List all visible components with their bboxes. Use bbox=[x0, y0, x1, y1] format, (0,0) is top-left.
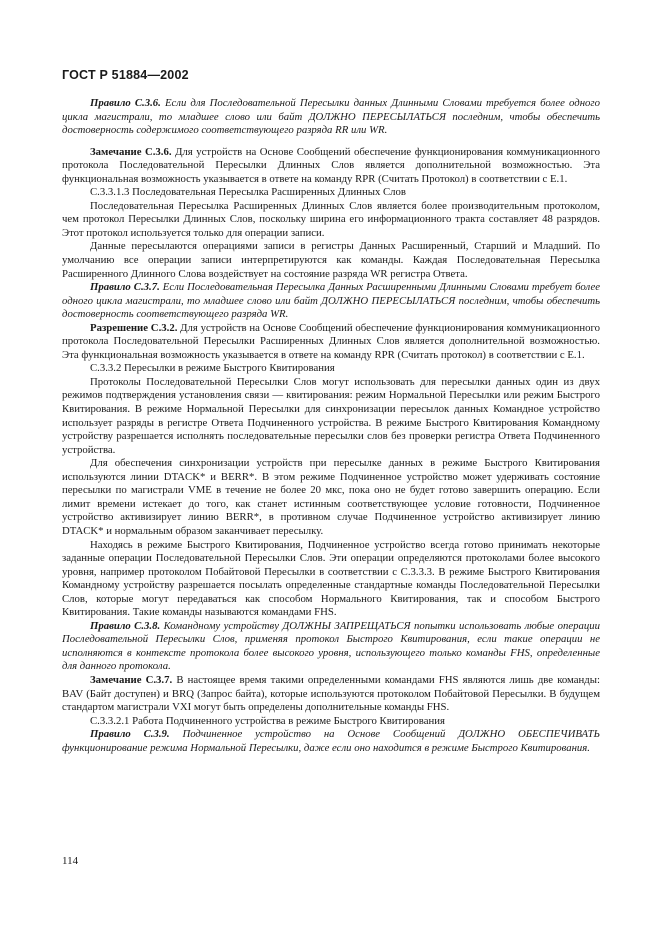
paragraph: Последовательная Пересылка Расширенных Длинных Слов является более производительным протоколом, чем протокол Пересылки Длинных Слов, поскольку ширина его информационного тракта составляет 48 разрядов. Этот протокол используется только для операции записи. bbox=[62, 199, 600, 239]
paragraph: Для обеспечения синхронизации устройств при пересылке данных в режиме Быстрого Квитирования используются линии DTACK* и BERR*. В этом режиме Подчиненное устройство может удерживать состояние пересылки по магистрали VME в течение не более 20 мкс, пока оно не будет готово завершить операцию. Если лимит времени истекает до того, как станет истинным соответствующее условие готовности, Подчиненное устройство активизирует линию BERR*, в противном случае Подчиненное устройство активизирует линию DTACK* и нормальным образом заканчивает пересылку. bbox=[62, 457, 600, 537]
rule-text: Если для Последовательной Пересылки данных Длинными Словами требуется более одного цикла магистрали, то младшее слово или байт ДОЛЖНО ПЕРЕСЫЛАТЬСЯ последним, чтобы обеспечить достоверность содержимого соответствующего разряда RR или WR. bbox=[62, 97, 600, 137]
section-heading-c-3-3-2-1: С.3.3.2.1 Работа Подчиненного устройства в режиме Быстрого Квитирования bbox=[90, 714, 445, 727]
rule-label: Правило С.3.8. bbox=[90, 619, 161, 632]
permission-c-3-2 bbox=[62, 322, 600, 363]
page-number: 114 bbox=[62, 855, 79, 867]
rule-c-3-9 bbox=[62, 728, 600, 755]
rule-label: Правило С.3.9. bbox=[90, 728, 170, 741]
paragraph: Протоколы Последовательной Пересылки Слов могут использовать для пересылки данных один из двух режимов подтверждения установления связи — квитирования: режим Нормальной Пересылки или режим Быстрого Квитирования. В режиме Нормальной Пересылки для синхронизации пересылок данных Командное устройство использует разряды в регистре Ответа Подчиненного устройства. В режиме Быстрого Квитирования Командному устройству разрешается исполнять последовательные пересылки слов без проверки регистра Ответа Подчиненного устройства. bbox=[62, 375, 600, 456]
permission-label: Разрешение С.3.2. bbox=[90, 321, 178, 334]
rule-label: Правило С.3.6. bbox=[90, 97, 161, 109]
section-heading-c-3-3-2: С.3.3.2 Пересылки в режиме Быстрого Квитирования bbox=[90, 362, 335, 375]
document-header: ГОСТ Р 51884—2002 bbox=[62, 68, 189, 82]
body-text bbox=[62, 97, 600, 755]
permission-text: Для устройств на Основе Сообщений обеспечение функционирования коммуникационного протокола Последовательной Пересылки Расширенных Длинных Слов является дополнительной возможностью. Эта функциональная возможность указывается в ответе на команду RPR (Считать протокол) в соответствии с Е.1. bbox=[62, 321, 601, 361]
rule-c-3-7 bbox=[62, 281, 600, 322]
note-text: Для устройств на Основе Сообщений обеспечение функционирования коммуникационного протокола Последовательной Пересылки Длинных Слов является дополнительной возможностью. Эта функциональная возможность указывается в ответе на команду RPR (Считать Протокол) в соответствии с Е.1. bbox=[62, 145, 600, 185]
rule-label: Правило С.3.7. bbox=[90, 281, 160, 294]
section-heading-c-3-3-1-3: С.3.3.1.3 Последовательная Пересылка Расширенных Длинных Слов bbox=[90, 186, 406, 199]
rule-text: Подчиненное устройство на Основе Сообщений ДОЛЖНО ОБЕСПЕЧИВАТЬ функционирование режима Нормальной Пересылки, даже если оно находится в режиме Быстрого Квитирования. bbox=[62, 728, 600, 754]
rule-text: Командному устройству ДОЛЖНЫ ЗАПРЕЩАТЬСЯ попытки использовать любые операции Последовательной Пересылки Слов, применяя протокол Быстрого Квитирования, если такие операции не исполняются в контексте протокола более высокого уровня, использующего только команды FHS, определенные для данного протокола. bbox=[62, 619, 600, 673]
paragraph: Находясь в режиме Быстрого Квитирования, Подчиненное устройство всегда готово принимать некоторые заданные операции Последовательной Пересылки Слов. Эти операции определяются протоколами более высокого уровня, например протоколом Побайтовой Пересылки в соответствии с С.3.3.3. В режиме Быстрого Квитирования Командному устройству разрешается посылать определенные стандартные команды Последовательной Пересылки Слов, которые могут передаваться как способом Нормального Квитирования, так и способом Быстрого Квитирования. Такие команды называются командами FHS. bbox=[62, 538, 600, 619]
note-c-3-7 bbox=[62, 674, 600, 715]
note-c-3-6 bbox=[62, 146, 600, 187]
note-text: В настоящее время такими определенными командами FHS являются лишь две команды: BAV (Байт доступен) и BRQ (Запрос байта), которые используются протоколом Побайтовой Пересылки. В будущем стандартом магистрали VXI могут быть определены дополнительные команды FHS. bbox=[62, 673, 600, 714]
paragraph: Данные пересылаются операциями записи в регистры Данных Расширенный, Старший и Младший. По умолчанию все операции записи интерпретируются как команды. Каждая Последовательная Пересылка Расширенного Длинного Слова воздействует на состояние разряда WR регистра Ответа. bbox=[62, 240, 600, 280]
rule-c-3-8 bbox=[62, 620, 600, 674]
note-label: Замечание С.3.6. bbox=[90, 145, 172, 158]
rule-text: Если Последовательная Пересылка Данных Расширенными Длинными Словами требует более одного цикла магистрали, то младшее слово или байт ДОЛЖНО ПЕРЕСЫЛАТЬСЯ последним, чтобы обеспечить достоверность соответствующего разряда WR. bbox=[62, 281, 600, 321]
note-label: Замечание С.3.7. bbox=[90, 673, 173, 686]
rule-c-3-6 bbox=[62, 97, 600, 138]
